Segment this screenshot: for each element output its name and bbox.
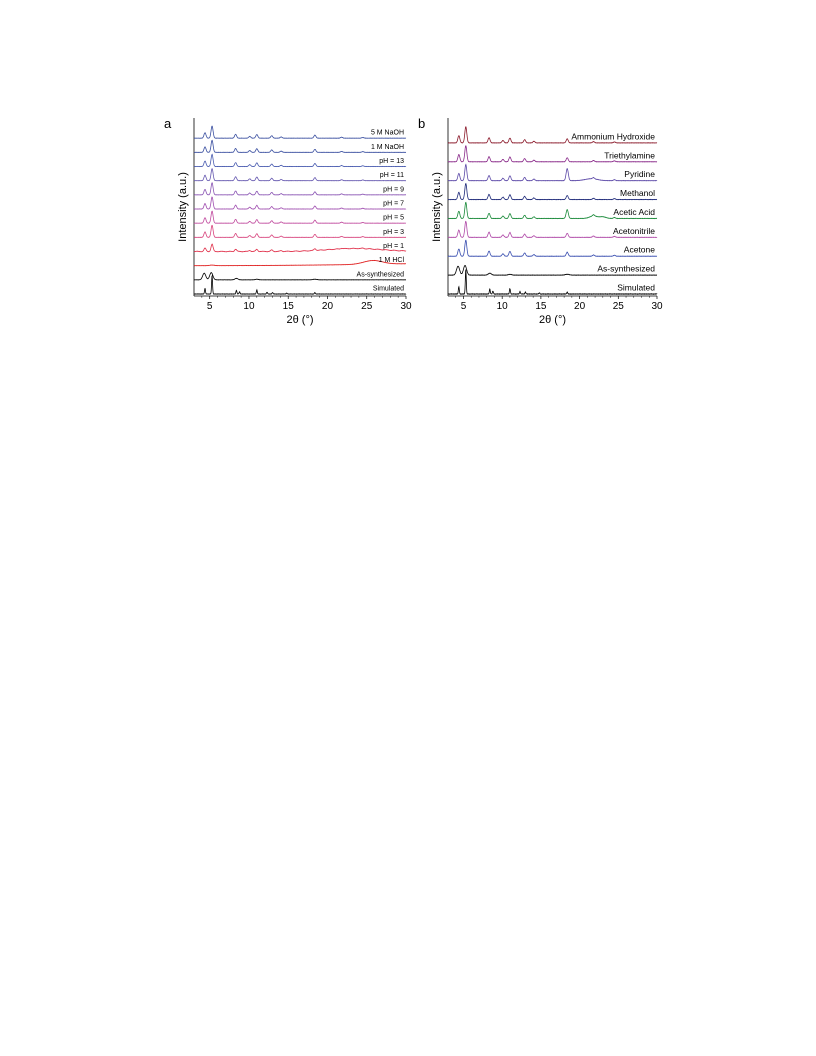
series-label: pH = 13 (379, 158, 404, 165)
series-label: 5 M NaOH (370, 129, 404, 137)
x-tick-label-20: 20 (574, 301, 586, 312)
series-label: pH = 11 (379, 172, 404, 180)
series-label: As-synthesized (356, 271, 404, 279)
series-label: Acetonitrile (612, 225, 655, 236)
series-label: pH = 7 (383, 200, 404, 208)
series-line-ph-7 (194, 197, 406, 209)
series-label: Simulated (372, 285, 404, 293)
x-axis-label: 2θ (°) (538, 314, 567, 326)
series-line-1-m-hcl (194, 260, 406, 265)
x-tick-label-25: 25 (612, 301, 624, 312)
series-label: Simulated (617, 282, 655, 293)
y-axis-label: Intensity (a.u.) (431, 172, 443, 242)
x-tick-label-10: 10 (496, 301, 508, 312)
series-label: 1 M HCl (378, 257, 404, 265)
chart-panel-b (431, 118, 663, 326)
x-tick-label-15: 15 (535, 301, 547, 312)
panel-letter-a: a (164, 116, 172, 131)
series-line-ph-1 (194, 244, 406, 252)
x-tick-label-30: 30 (400, 301, 412, 312)
series-label: Pyridine (624, 169, 655, 180)
x-tick-label-5: 5 (206, 301, 213, 312)
y-axis-label: Intensity (a.u.) (177, 172, 189, 242)
series-label: Triethylamine (604, 150, 655, 161)
x-axis-label: 2θ (°) (286, 314, 314, 326)
series-label: pH = 3 (383, 228, 404, 236)
series-line-ph-11 (194, 169, 406, 181)
x-tick-label-25: 25 (361, 301, 373, 312)
series-label: Acetone (623, 244, 655, 255)
series-line-ph-13 (194, 154, 406, 166)
x-tick-label-10: 10 (243, 301, 255, 312)
x-tick-label-5: 5 (460, 301, 467, 312)
series-label: pH = 9 (383, 186, 404, 194)
series-label: Acetic Acid (613, 206, 655, 217)
chart-panel-a (177, 118, 412, 326)
x-tick-label-30: 30 (651, 301, 663, 312)
series-label: Methanol (620, 188, 655, 199)
series-line-ph-5 (194, 211, 406, 223)
series-label: pH = 1 (383, 243, 404, 250)
series-line-ph-9 (194, 183, 406, 195)
series-line-ph-3 (194, 225, 406, 237)
x-tick-label-20: 20 (321, 301, 334, 312)
series-label: As-synthesized (597, 263, 655, 274)
panel-letter-b: b (418, 116, 426, 131)
series-label: pH = 5 (383, 214, 404, 222)
series-label: 1 M NaOH (370, 143, 404, 151)
x-tick-label-15: 15 (282, 301, 294, 312)
series-label: Ammonium Hydroxide (571, 131, 655, 142)
